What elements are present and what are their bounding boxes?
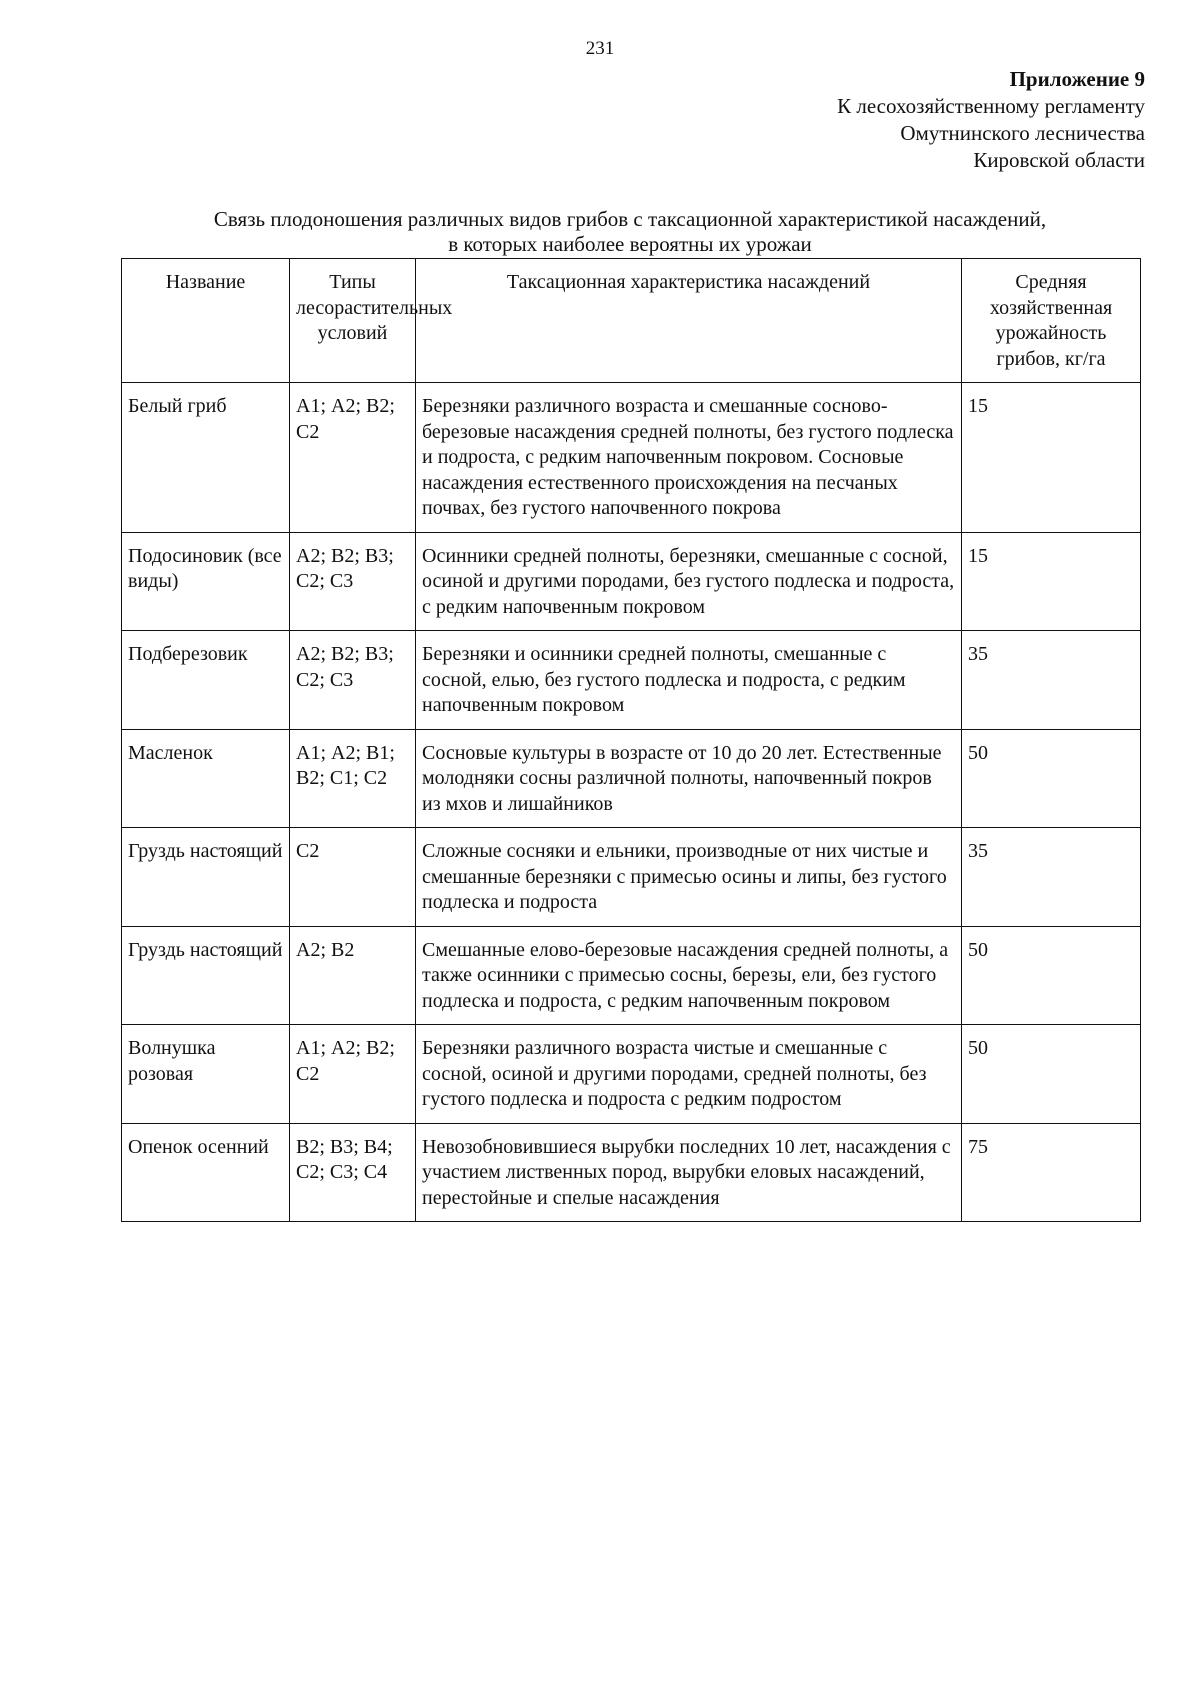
cell-name: Груздь настоящий xyxy=(122,828,290,927)
cell-yield: 35 xyxy=(962,828,1141,927)
cell-name: Подберезовик xyxy=(122,631,290,730)
cell-description: Березняки различного возраста чистые и смешанные с сосной, осиной и другими породами, средней полноты, без густого подлеска и подроста с редким подростом xyxy=(416,1025,962,1124)
cell-name: Белый гриб xyxy=(122,383,290,533)
cell-name: Масленок xyxy=(122,729,290,828)
cell-types: А1; А2; В1; В2; С1; С2 xyxy=(290,729,416,828)
table-row xyxy=(122,1025,1141,1124)
table-row xyxy=(122,729,1141,828)
cell-types: А1; А2; В2; С2 xyxy=(290,1025,416,1124)
document-title-line-2: в которых наиболее вероятны их урожаи xyxy=(448,232,812,256)
header-name: Название xyxy=(122,259,290,383)
cell-name: Опенок осенний xyxy=(122,1123,290,1222)
table-row xyxy=(122,828,1141,927)
document-title-line-1: Связь плодоношения различных видов грибов с таксационной характеристикой насаждений, xyxy=(213,207,1047,231)
cell-description: Невозобновившиеся вырубки последних 10 лет, насаждения с участием лиственных пород, вырубки еловых насаждений, перестойные и спелые насаждения xyxy=(416,1123,962,1222)
appendix-title: Приложение 9 xyxy=(1009,67,1145,91)
table-row xyxy=(122,532,1141,631)
cell-description: Сложные сосняки и ельники, производные от них чистые и смешанные березняки с примесью осины и липы, без густого подлеска и подроста xyxy=(416,828,962,927)
cell-types: В2; В3; В4; С2; С3; С4 xyxy=(290,1123,416,1222)
cell-types: А2; В2; В3; С2; С3 xyxy=(290,532,416,631)
page-number: 231 xyxy=(585,38,615,59)
cell-types: А2; В2; В3; С2; С3 xyxy=(290,631,416,730)
table-row xyxy=(122,631,1141,730)
appendix-line-2: Омутнинского лесничества xyxy=(900,121,1145,145)
table-row xyxy=(122,926,1141,1025)
cell-name: Волнушка розовая xyxy=(122,1025,290,1124)
cell-types: А2; В2 xyxy=(290,926,416,1025)
table-row xyxy=(122,1123,1141,1222)
cell-yield: 75 xyxy=(962,1123,1141,1222)
cell-yield: 50 xyxy=(962,1025,1141,1124)
cell-description: Березняки и осинники средней полноты, смешанные с сосной, елью, без густого подлеска и подроста, с редким напочвенным покровом xyxy=(416,631,962,730)
mushroom-yield-table xyxy=(121,258,1141,1222)
table-header-row xyxy=(122,259,1141,383)
cell-yield: 15 xyxy=(962,532,1141,631)
cell-types: А1; А2; В2; С2 xyxy=(290,383,416,533)
cell-name: Подосиновик (все виды) xyxy=(122,532,290,631)
cell-description: Осинники средней полноты, березняки, смешанные с сосной, осиной и другими породами, без густого подлеска и подроста, с редким напочвенным покровом xyxy=(416,532,962,631)
header-types: Типы лесорастительных условий xyxy=(290,259,416,383)
cell-yield: 50 xyxy=(962,729,1141,828)
appendix-line-1: К лесохозяйственному регламенту xyxy=(837,94,1145,118)
cell-yield: 35 xyxy=(962,631,1141,730)
document-title xyxy=(0,207,1200,257)
cell-name: Груздь настоящий xyxy=(122,926,290,1025)
cell-types: С2 xyxy=(290,828,416,927)
appendix-line-3: Кировской области xyxy=(973,148,1145,172)
header-description: Таксационная характеристика насаждений xyxy=(416,259,962,383)
cell-description: Березняки различного возраста и смешанные сосново-березовые насаждения средней полноты, без густого подлеска и подроста, с редким напочвенным покровом. Сосновые насаждения естественного происхождения на песчаных почвах, без густого напочвенного покрова xyxy=(416,383,962,533)
cell-description: Сосновые культуры в возрасте от 10 до 20 лет. Естественные молодняки сосны различной полноты, напочвенный покров из мхов и лишайников xyxy=(416,729,962,828)
header-yield: Средняя хозяйственная урожайность грибов, кг/га xyxy=(962,259,1141,383)
table-row xyxy=(122,383,1141,533)
cell-description: Смешанные елово-березовые насаждения средней полноты, а также осинники с примесью сосны, березы, ели, без густого подлеска и подроста, с редким напочвенным покровом xyxy=(416,926,962,1025)
appendix-header xyxy=(837,66,1145,174)
cell-yield: 15 xyxy=(962,383,1141,533)
cell-yield: 50 xyxy=(962,926,1141,1025)
